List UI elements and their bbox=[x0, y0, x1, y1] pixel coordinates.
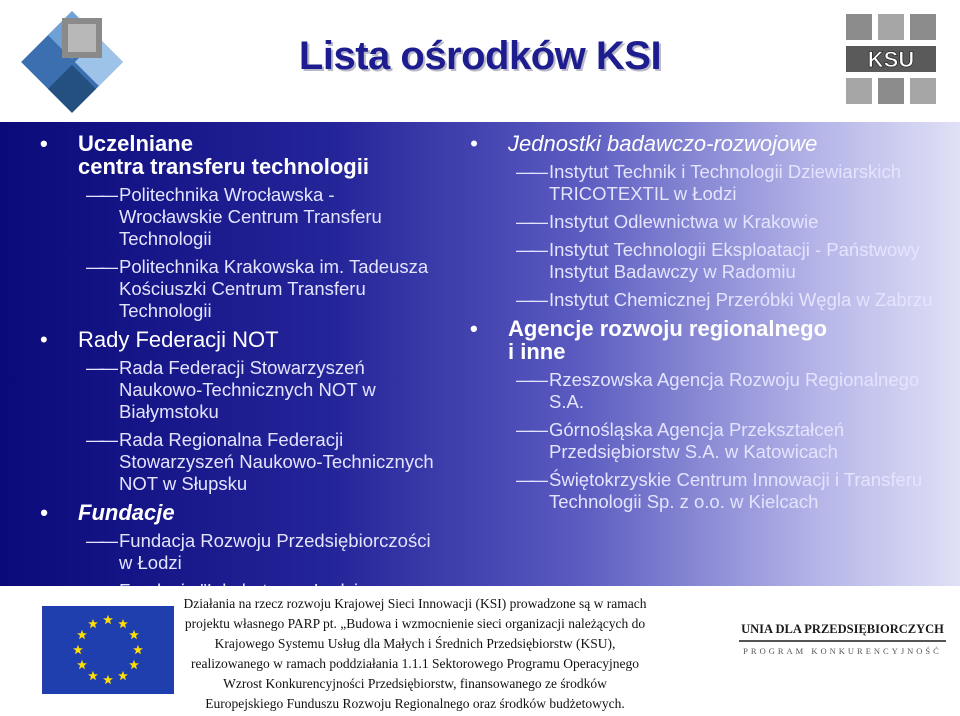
page-title: Lista ośrodków KSI bbox=[298, 34, 662, 78]
right-column bbox=[470, 132, 940, 519]
section-uczelniane bbox=[40, 132, 440, 178]
list-item: —— Politechnika Krakowska im. Tadeusza Kościuszki Centrum Transferu Technologii bbox=[40, 256, 440, 322]
left-column bbox=[40, 132, 440, 608]
list-item: —— Instytut Odlewnictwa w Krakowie bbox=[470, 211, 940, 233]
ksu-logo bbox=[846, 14, 936, 104]
content-band bbox=[0, 122, 960, 586]
list-item: —— Instytut Technik i Technologii Dziewiarskich TRICOTEXTIL w Łodzi bbox=[470, 161, 940, 205]
eu-flag-icon bbox=[42, 606, 174, 694]
footer-line: realizowanego w ramach poddziałania 1.1.1 Sektorowego Programu Operacyjnego bbox=[191, 656, 639, 671]
list-item: —— Rada Regionalna Federacji Stowarzyszeń Naukowo-Technicznych NOT w Słupsku bbox=[40, 429, 440, 495]
section-label-line2: i inne bbox=[508, 339, 566, 364]
section-agencje bbox=[470, 317, 940, 363]
footer-line: Działania na rzecz rozwoju Krajowej Sieci Innowacji (KSI) prowadzone są w ramach bbox=[183, 596, 647, 611]
section-fundacje: • Fundacje bbox=[40, 501, 440, 524]
list-item: —— Rzeszowska Agencja Rozwoju Regionalnego S.A. bbox=[470, 369, 940, 413]
footer bbox=[0, 586, 960, 716]
union-logo-title: UNIA DLA PRZEDSIĘBIORCZYCH bbox=[741, 622, 944, 636]
list-item: —— Rada Federacji Stowarzyszeń Naukowo-Technicznych NOT w Białymstoku bbox=[40, 357, 440, 423]
footer-line: projektu własnego PARP pt. „Budowa i wzmocnienie sieci organizacji należących do bbox=[184, 616, 646, 631]
section-label-line1: • Agencje rozwoju regionalnego bbox=[508, 316, 828, 341]
footer-text bbox=[180, 594, 650, 714]
section-rady-federacji: • Rady Federacji NOT bbox=[40, 328, 440, 351]
list-item: —— Górnośląska Agencja Przekształceń Przedsiębiorstw S.A. w Katowicach bbox=[470, 419, 940, 463]
slide-header bbox=[0, 0, 960, 122]
section-label-line2: centra transferu technologii bbox=[78, 154, 369, 179]
unia-dla-przedsiebiorczych-logo bbox=[735, 622, 950, 656]
list-item: —— Instytut Technologii Eksploatacji - Państwowy Instytut Badawczy w Radomiu bbox=[470, 239, 940, 283]
list-item: —— Politechnika Wrocławska - Wrocławskie Centrum Transferu Technologii bbox=[40, 184, 440, 250]
list-item: —— Świętokrzyskie Centrum Innowacji i Transferu Technologii Sp. z o.o. w Kielcach bbox=[470, 469, 940, 513]
list-item: —— Instytut Chemicznej Przeróbki Węgla w Zabrzu bbox=[470, 289, 940, 311]
union-logo-subtitle: PROGRAM KONKURENCYJNOŚĆ bbox=[743, 646, 942, 656]
union-logo-divider bbox=[739, 640, 946, 642]
ksu-logo-text: KSU bbox=[867, 47, 915, 72]
list-item: —— Fundacja Rozwoju Przedsiębiorczości w Łodzi bbox=[40, 530, 440, 574]
section-label-line1: • Uczelniane bbox=[78, 131, 193, 156]
section-jednostki: • Jednostki badawczo-rozwojowe bbox=[470, 132, 940, 155]
footer-line: Wzrost Konkurencyjności Przedsiębiorstw, finansowanego ze środków bbox=[223, 676, 607, 691]
footer-line: Krajowego Systemu Usług dla Małych i Średnich Przedsiębiorstw (KSU), bbox=[214, 636, 616, 651]
footer-line: Europejskiego Funduszu Rozwoju Regionalnego oraz środków budżetowych. bbox=[205, 696, 625, 711]
